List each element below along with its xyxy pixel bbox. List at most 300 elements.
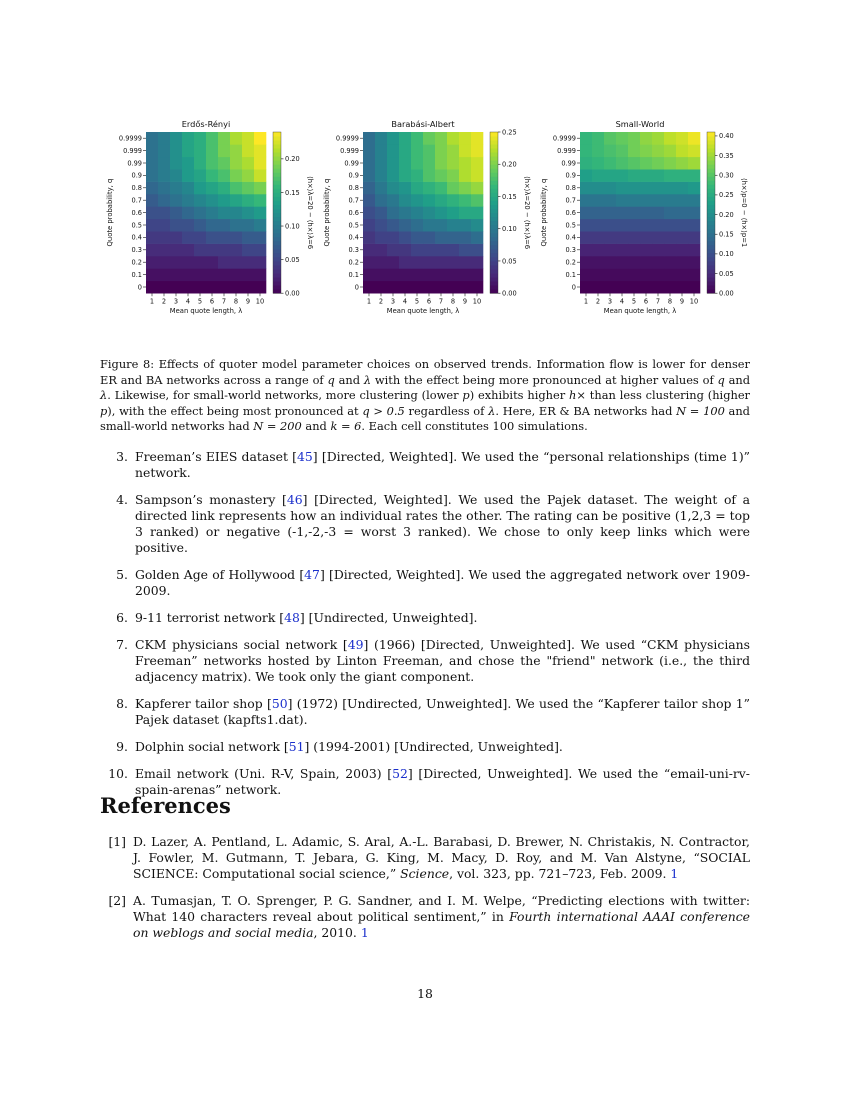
- backref-link[interactable]: 1: [670, 866, 679, 881]
- heatmap-cell: [640, 231, 652, 244]
- caption-text: Figure 8: Effects of quoter model parameter choices on observed trends. Information flow is lower for denser ER and BA networks across a range of: [100, 357, 750, 387]
- heatmap-cell: [616, 219, 628, 232]
- heatmap-cell: [206, 169, 218, 182]
- colorbar-segment: [707, 257, 715, 261]
- colorbar-segment: [273, 285, 281, 289]
- heatmap-cell: [218, 157, 230, 170]
- colorbar-segment: [273, 160, 281, 164]
- heatmap-cell: [375, 268, 387, 281]
- x-axis-label: Mean quote length, λ: [603, 307, 677, 316]
- heatmap-cell: [447, 182, 459, 195]
- colorbar-segment: [707, 265, 715, 269]
- caption-text: and: [301, 419, 331, 434]
- heatmap-cell: [375, 169, 387, 182]
- colorbar-segment: [490, 213, 498, 217]
- x-tick-label: 5: [197, 297, 203, 306]
- y-tick-label: 0.2: [348, 258, 359, 267]
- heatmap-cell: [411, 169, 423, 182]
- heatmap-cell: [688, 194, 700, 207]
- heatmap-cell: [640, 144, 652, 157]
- y-tick-label: 0.5: [131, 221, 142, 230]
- heatmap-cell: [676, 244, 688, 257]
- colorbar-segment: [273, 205, 281, 209]
- heatmap-cell: [640, 157, 652, 170]
- colorbar-segment: [490, 205, 498, 209]
- heatmap-cell: [471, 194, 483, 207]
- heatmap-cell: [423, 132, 435, 145]
- heatmap-cell: [230, 219, 242, 232]
- heatmap-cell: [616, 206, 628, 219]
- x-tick-label: 1: [583, 297, 589, 306]
- colorbar-segment: [707, 140, 715, 144]
- heatmap-cell: [230, 256, 242, 269]
- heatmap-cell: [688, 256, 700, 269]
- colorbar-segment: [490, 257, 498, 261]
- x-tick-label: 8: [233, 297, 239, 306]
- references-heading: References: [100, 793, 231, 818]
- heatmap-cell: [146, 169, 158, 182]
- heatmap-cell: [375, 206, 387, 219]
- x-tick-label: 3: [607, 297, 613, 306]
- heatmap-cell: [676, 157, 688, 170]
- heatmap-cell: [628, 281, 640, 294]
- heatmap-cell: [375, 144, 387, 157]
- heatmap-cell: [387, 157, 399, 170]
- heatmap-cell: [242, 281, 254, 294]
- list-number: 3.: [116, 449, 128, 464]
- reference-number: [2]: [108, 893, 126, 908]
- colorbar-tick-label: 0.20: [502, 160, 517, 169]
- citation-link[interactable]: 48: [284, 610, 300, 625]
- heatmap-cell: [363, 144, 375, 157]
- colorbar-segment: [707, 261, 715, 265]
- colorbar-segment: [273, 257, 281, 261]
- colorbar-segment: [273, 241, 281, 245]
- heatmap-cell: [170, 206, 182, 219]
- heatmap-cell: [230, 244, 242, 257]
- heatmap-cell: [580, 281, 592, 294]
- heatmap-cell: [616, 169, 628, 182]
- y-tick-label: 0.9: [348, 171, 359, 180]
- colorbar-segment: [273, 269, 281, 273]
- heatmap-cell: [254, 231, 266, 244]
- heatmap-cell: [146, 219, 158, 232]
- colorbar-segment: [490, 132, 498, 136]
- y-tick-label: 0.7: [565, 196, 576, 205]
- heatmap-cell: [652, 169, 664, 182]
- colorbar-segment: [273, 289, 281, 293]
- heatmap-cell: [447, 268, 459, 281]
- list-number: 5.: [116, 567, 128, 582]
- colorbar-segment: [273, 253, 281, 257]
- heatmap-cell: [399, 194, 411, 207]
- heatmap-cell: [592, 206, 604, 219]
- citation-link[interactable]: 50: [271, 696, 288, 711]
- heatmap-cell: [387, 132, 399, 145]
- heatmap-cell: [242, 219, 254, 232]
- colorbar-segment: [490, 164, 498, 168]
- heatmap-cell: [459, 132, 471, 145]
- x-tick-label: 6: [643, 297, 649, 306]
- heatmap-cell: [170, 157, 182, 170]
- item-text: ] [Directed, Weighted]. We used the “personal relationships (time 1)” network.: [135, 449, 750, 480]
- heatmap-cell: [375, 244, 387, 257]
- heatmap-cell: [628, 244, 640, 257]
- heatmap-cell: [435, 268, 447, 281]
- heatmap-cell: [194, 281, 206, 294]
- citation-link[interactable]: 51: [288, 739, 305, 754]
- heatmap-cell: [592, 219, 604, 232]
- colorbar-segment: [273, 209, 281, 213]
- colorbar-segment: [707, 277, 715, 281]
- heatmap-cell: [363, 169, 375, 182]
- heatmap-cell: [688, 169, 700, 182]
- colorbar-segment: [490, 136, 498, 140]
- heatmap-cell: [158, 157, 170, 170]
- heatmap-cell: [242, 244, 254, 257]
- heatmap-cell: [158, 219, 170, 232]
- caption-text: and: [334, 372, 364, 387]
- x-tick-label: 3: [390, 297, 396, 306]
- colorbar-tick-label: 0.25: [502, 128, 517, 137]
- heatmap-cell: [387, 169, 399, 182]
- heatmap-cell: [616, 256, 628, 269]
- heatmap-cell: [435, 169, 447, 182]
- reference-text: , 2010.: [313, 925, 361, 940]
- heatmap-cell: [363, 157, 375, 170]
- colorbar-tick-label: 0.10: [719, 250, 734, 259]
- item-text: Dolphin social network [: [135, 739, 289, 754]
- caption-text: . Each cell constitutes 100 simulations.: [361, 419, 588, 434]
- heatmap-cell: [447, 206, 459, 219]
- heatmap-cell: [254, 219, 266, 232]
- item-text: ] (1972) [Undirected, Unweighted]. We used the “Kapferer tailor shop 1” Pajek dataset (kapfts1.dat).: [135, 696, 750, 727]
- caption-math: λ: [100, 388, 108, 403]
- heatmap-cell: [182, 206, 194, 219]
- heatmap-cell: [218, 206, 230, 219]
- heatmap-cell: [592, 182, 604, 195]
- colorbar-segment: [707, 245, 715, 249]
- heatmap-cell: [230, 281, 242, 294]
- heatmap-cell: [604, 206, 616, 219]
- heatmap-cell: [459, 182, 471, 195]
- item-text: ] [Undirected, Unweighted].: [299, 610, 478, 625]
- y-tick-label: 0.1: [348, 270, 359, 279]
- colorbar-segment: [490, 273, 498, 277]
- heatmap-cell: [230, 268, 242, 281]
- heatmap-cell: [471, 206, 483, 219]
- heatmap-cell: [230, 182, 242, 195]
- heatmap-cell: [182, 256, 194, 269]
- heatmap-cell: [254, 132, 266, 145]
- x-tick-label: 5: [414, 297, 420, 306]
- heatmap-cell: [604, 281, 616, 294]
- heatmap-cell: [170, 144, 182, 157]
- colorbar-tick-label: 0.05: [719, 269, 734, 278]
- heatmap-cell: [170, 268, 182, 281]
- colorbar-tick-label: 0.05: [285, 255, 300, 264]
- heatmap-cell: [182, 157, 194, 170]
- y-tick-label: 0.6: [565, 208, 576, 217]
- heatmap-cell: [218, 268, 230, 281]
- heatmap-cell: [206, 144, 218, 157]
- heatmap-cell: [363, 231, 375, 244]
- colorbar-segment: [490, 249, 498, 253]
- reference-text: A. Tumasjan, T. O. Sprenger, P. G. Sandner, and I. M. Welpe, “Predicting elections with twitter: What 140 characters reveal about political sentiment,” in: [133, 893, 750, 924]
- heatmap-cell: [158, 194, 170, 207]
- colorbar-segment: [273, 156, 281, 160]
- heatmap-cell: [146, 144, 158, 157]
- heatmap-cell: [206, 231, 218, 244]
- heatmap-cell: [411, 256, 423, 269]
- colorbar-segment: [273, 192, 281, 196]
- y-tick-label: 0: [354, 283, 359, 292]
- dataset-item: [100, 492, 750, 556]
- heatmap-cell: [387, 244, 399, 257]
- heatmap-cell: [206, 182, 218, 195]
- heatmap-cell: [447, 157, 459, 170]
- caption-text: than less clustering (higher: [585, 388, 751, 403]
- heatmap-cell: [423, 206, 435, 219]
- citation-link[interactable]: 47: [304, 567, 320, 582]
- caption-math: q > 0.5: [362, 403, 405, 418]
- heatmap-cell: [628, 157, 640, 170]
- heatmap-cell: [640, 244, 652, 257]
- y-tick-label: 0.99: [127, 159, 142, 168]
- colorbar-segment: [707, 148, 715, 152]
- heatmap-cell: [628, 169, 640, 182]
- backref-link[interactable]: 1: [360, 925, 369, 940]
- heatmap-cell: [580, 182, 592, 195]
- heatmap-cell: [387, 144, 399, 157]
- panel-title: Barabási-Albert: [391, 119, 455, 129]
- colorbar-segment: [273, 281, 281, 285]
- heatmap-cell: [435, 182, 447, 195]
- heatmap-cell: [363, 219, 375, 232]
- heatmap-cell: [230, 231, 242, 244]
- heatmap-cell: [387, 268, 399, 281]
- heatmap-cell: [580, 194, 592, 207]
- heatmap-cell: [242, 169, 254, 182]
- heatmap-cell: [640, 281, 652, 294]
- heatmap-cell: [170, 256, 182, 269]
- heatmap-cell: [411, 219, 423, 232]
- colorbar-segment: [707, 164, 715, 168]
- x-tick-label: 3: [173, 297, 179, 306]
- colorbar-segment: [490, 289, 498, 293]
- heatmap-cell: [676, 256, 688, 269]
- citation-link[interactable]: 49: [347, 637, 364, 652]
- colorbar-segment: [490, 184, 498, 188]
- heatmap-cell: [254, 194, 266, 207]
- heatmap-cell: [652, 219, 664, 232]
- heatmap-cell: [459, 169, 471, 182]
- heatmap-cell: [459, 144, 471, 157]
- caption-math: h×: [569, 388, 586, 403]
- heatmap-cell: [471, 244, 483, 257]
- heatmap-cell: [628, 182, 640, 195]
- list-number: 6.: [116, 610, 128, 625]
- heatmap-cell: [580, 169, 592, 182]
- heatmap-cell: [628, 219, 640, 232]
- heatmap-cell: [688, 157, 700, 170]
- heatmap-cell: [194, 256, 206, 269]
- heatmap-cell: [158, 144, 170, 157]
- heatmap-cell: [387, 256, 399, 269]
- colorbar-segment: [707, 285, 715, 289]
- y-tick-label: 0.5: [348, 221, 359, 230]
- dataset-item: [100, 637, 750, 685]
- heatmap-cell: [592, 268, 604, 281]
- heatmap-cell: [676, 132, 688, 145]
- x-tick-label: 10: [472, 297, 482, 306]
- citation-link[interactable]: 46: [286, 492, 303, 507]
- heatmap-cell: [423, 231, 435, 244]
- heatmap-cell: [146, 256, 158, 269]
- heatmap-cell: [230, 206, 242, 219]
- heatmap-cell: [652, 194, 664, 207]
- y-axis-label: Quote probability, q: [106, 178, 114, 247]
- heatmap-cell: [604, 268, 616, 281]
- heatmap-cell: [387, 194, 399, 207]
- x-axis-label: Mean quote length, λ: [386, 307, 460, 316]
- heatmap-cell: [254, 256, 266, 269]
- heatmap-cell: [218, 194, 230, 207]
- colorbar-tick-label: 0.20: [719, 210, 734, 219]
- heatmap-cell: [254, 157, 266, 170]
- colorbar-segment: [707, 192, 715, 196]
- heatmap-cell: [411, 144, 423, 157]
- heatmap-cell: [387, 182, 399, 195]
- y-tick-label: 0: [137, 283, 142, 292]
- heatmap-cell: [423, 219, 435, 232]
- heatmap-cell: [206, 194, 218, 207]
- x-tick-label: 7: [221, 297, 227, 306]
- heatmap-cell: [616, 157, 628, 170]
- x-tick-label: 8: [667, 297, 673, 306]
- citation-link[interactable]: 52: [392, 766, 408, 781]
- heatmap-cell: [411, 132, 423, 145]
- heatmap-cell: [435, 256, 447, 269]
- colorbar-segment: [273, 277, 281, 281]
- heatmap-cell: [375, 132, 387, 145]
- heatmap-cell: [399, 182, 411, 195]
- heatmap-barabasi-albert: [317, 112, 532, 327]
- heatmap-cell: [170, 231, 182, 244]
- colorbar-segment: [707, 176, 715, 180]
- heatmap-cell: [580, 132, 592, 145]
- y-tick-label: 0.8: [131, 184, 142, 193]
- heatmap-cell: [435, 144, 447, 157]
- heatmap-cell: [459, 256, 471, 269]
- heatmap-cell: [182, 281, 194, 294]
- heatmap-cell: [616, 244, 628, 257]
- x-tick-label: 10: [255, 297, 265, 306]
- heatmap-cell: [399, 144, 411, 157]
- y-tick-label: 0.99: [344, 159, 359, 168]
- heatmap-cell: [640, 169, 652, 182]
- colorbar-segment: [273, 152, 281, 156]
- heatmap-cell: [230, 132, 242, 145]
- heatmap-cell: [628, 144, 640, 157]
- heatmap-cell: [688, 182, 700, 195]
- heatmap-cell: [230, 157, 242, 170]
- y-axis-label: Quote probability, q: [323, 178, 331, 247]
- heatmap-cell: [411, 268, 423, 281]
- heatmap-cell: [688, 268, 700, 281]
- colorbar-segment: [490, 180, 498, 184]
- heatmap-cell: [664, 244, 676, 257]
- heatmap-cell: [170, 194, 182, 207]
- heatmap-cell: [580, 231, 592, 244]
- y-tick-label: 0.99: [561, 159, 576, 168]
- heatmap-cell: [459, 206, 471, 219]
- figure-caption: [100, 357, 750, 435]
- colorbar-tick-label: 0.10: [285, 222, 300, 231]
- heatmap-cell: [170, 219, 182, 232]
- y-tick-label: 0.999: [557, 146, 576, 155]
- heatmap-cell: [206, 206, 218, 219]
- heatmap-cell: [218, 256, 230, 269]
- colorbar-segment: [490, 196, 498, 200]
- colorbar-segment: [490, 217, 498, 221]
- heatmap-cell: [471, 256, 483, 269]
- citation-link[interactable]: 45: [297, 449, 313, 464]
- x-tick-label: 7: [655, 297, 661, 306]
- heatmap-cell: [194, 219, 206, 232]
- colorbar-segment: [707, 160, 715, 164]
- colorbar-segment: [490, 168, 498, 172]
- heatmap-cell: [664, 268, 676, 281]
- y-tick-label: 0.1: [565, 270, 576, 279]
- colorbar-segment: [273, 245, 281, 249]
- heatmap-cell: [640, 132, 652, 145]
- heatmap-cell: [363, 182, 375, 195]
- colorbar-segment: [490, 281, 498, 285]
- caption-text: and: [724, 372, 750, 387]
- heatmap-cell: [664, 169, 676, 182]
- heatmap-cell: [206, 256, 218, 269]
- heatmap-cell: [363, 256, 375, 269]
- colorbar-tick-label: 0.15: [285, 188, 300, 197]
- heatmap-cell: [580, 268, 592, 281]
- colorbar-segment: [707, 221, 715, 225]
- y-tick-label: 0.999: [123, 146, 142, 155]
- caption-text: regardless of: [404, 403, 489, 418]
- heatmap-cell: [435, 157, 447, 170]
- heatmap-cell: [435, 231, 447, 244]
- heatmap-cell: [170, 244, 182, 257]
- dataset-item: [100, 449, 750, 481]
- colorbar-segment: [490, 176, 498, 180]
- colorbar-segment: [490, 201, 498, 205]
- colorbar-segment: [490, 192, 498, 196]
- heatmap-cell: [218, 281, 230, 294]
- heatmap-cell: [652, 231, 664, 244]
- colorbar-segment: [490, 221, 498, 225]
- heatmap-cell: [399, 281, 411, 294]
- heatmap-cell: [616, 281, 628, 294]
- heatmap-cell: [435, 206, 447, 219]
- item-text: ] (1994-2001) [Undirected, Unweighted].: [304, 739, 563, 754]
- heatmap-cell: [363, 244, 375, 257]
- item-text: ] (1966) [Directed, Unweighted]. We used “CKM physicians Freeman” networks hosted by Linton Freeman, and chose the "friend" network (i.e., the third adjacency matrix). We took only the giant component.: [135, 637, 751, 684]
- colorbar-segment: [707, 144, 715, 148]
- heatmap-cell: [387, 219, 399, 232]
- y-tick-label: 0.2: [565, 258, 576, 267]
- reference-number: [1]: [108, 834, 126, 849]
- colorbar-tick-label: 0.40: [719, 132, 734, 141]
